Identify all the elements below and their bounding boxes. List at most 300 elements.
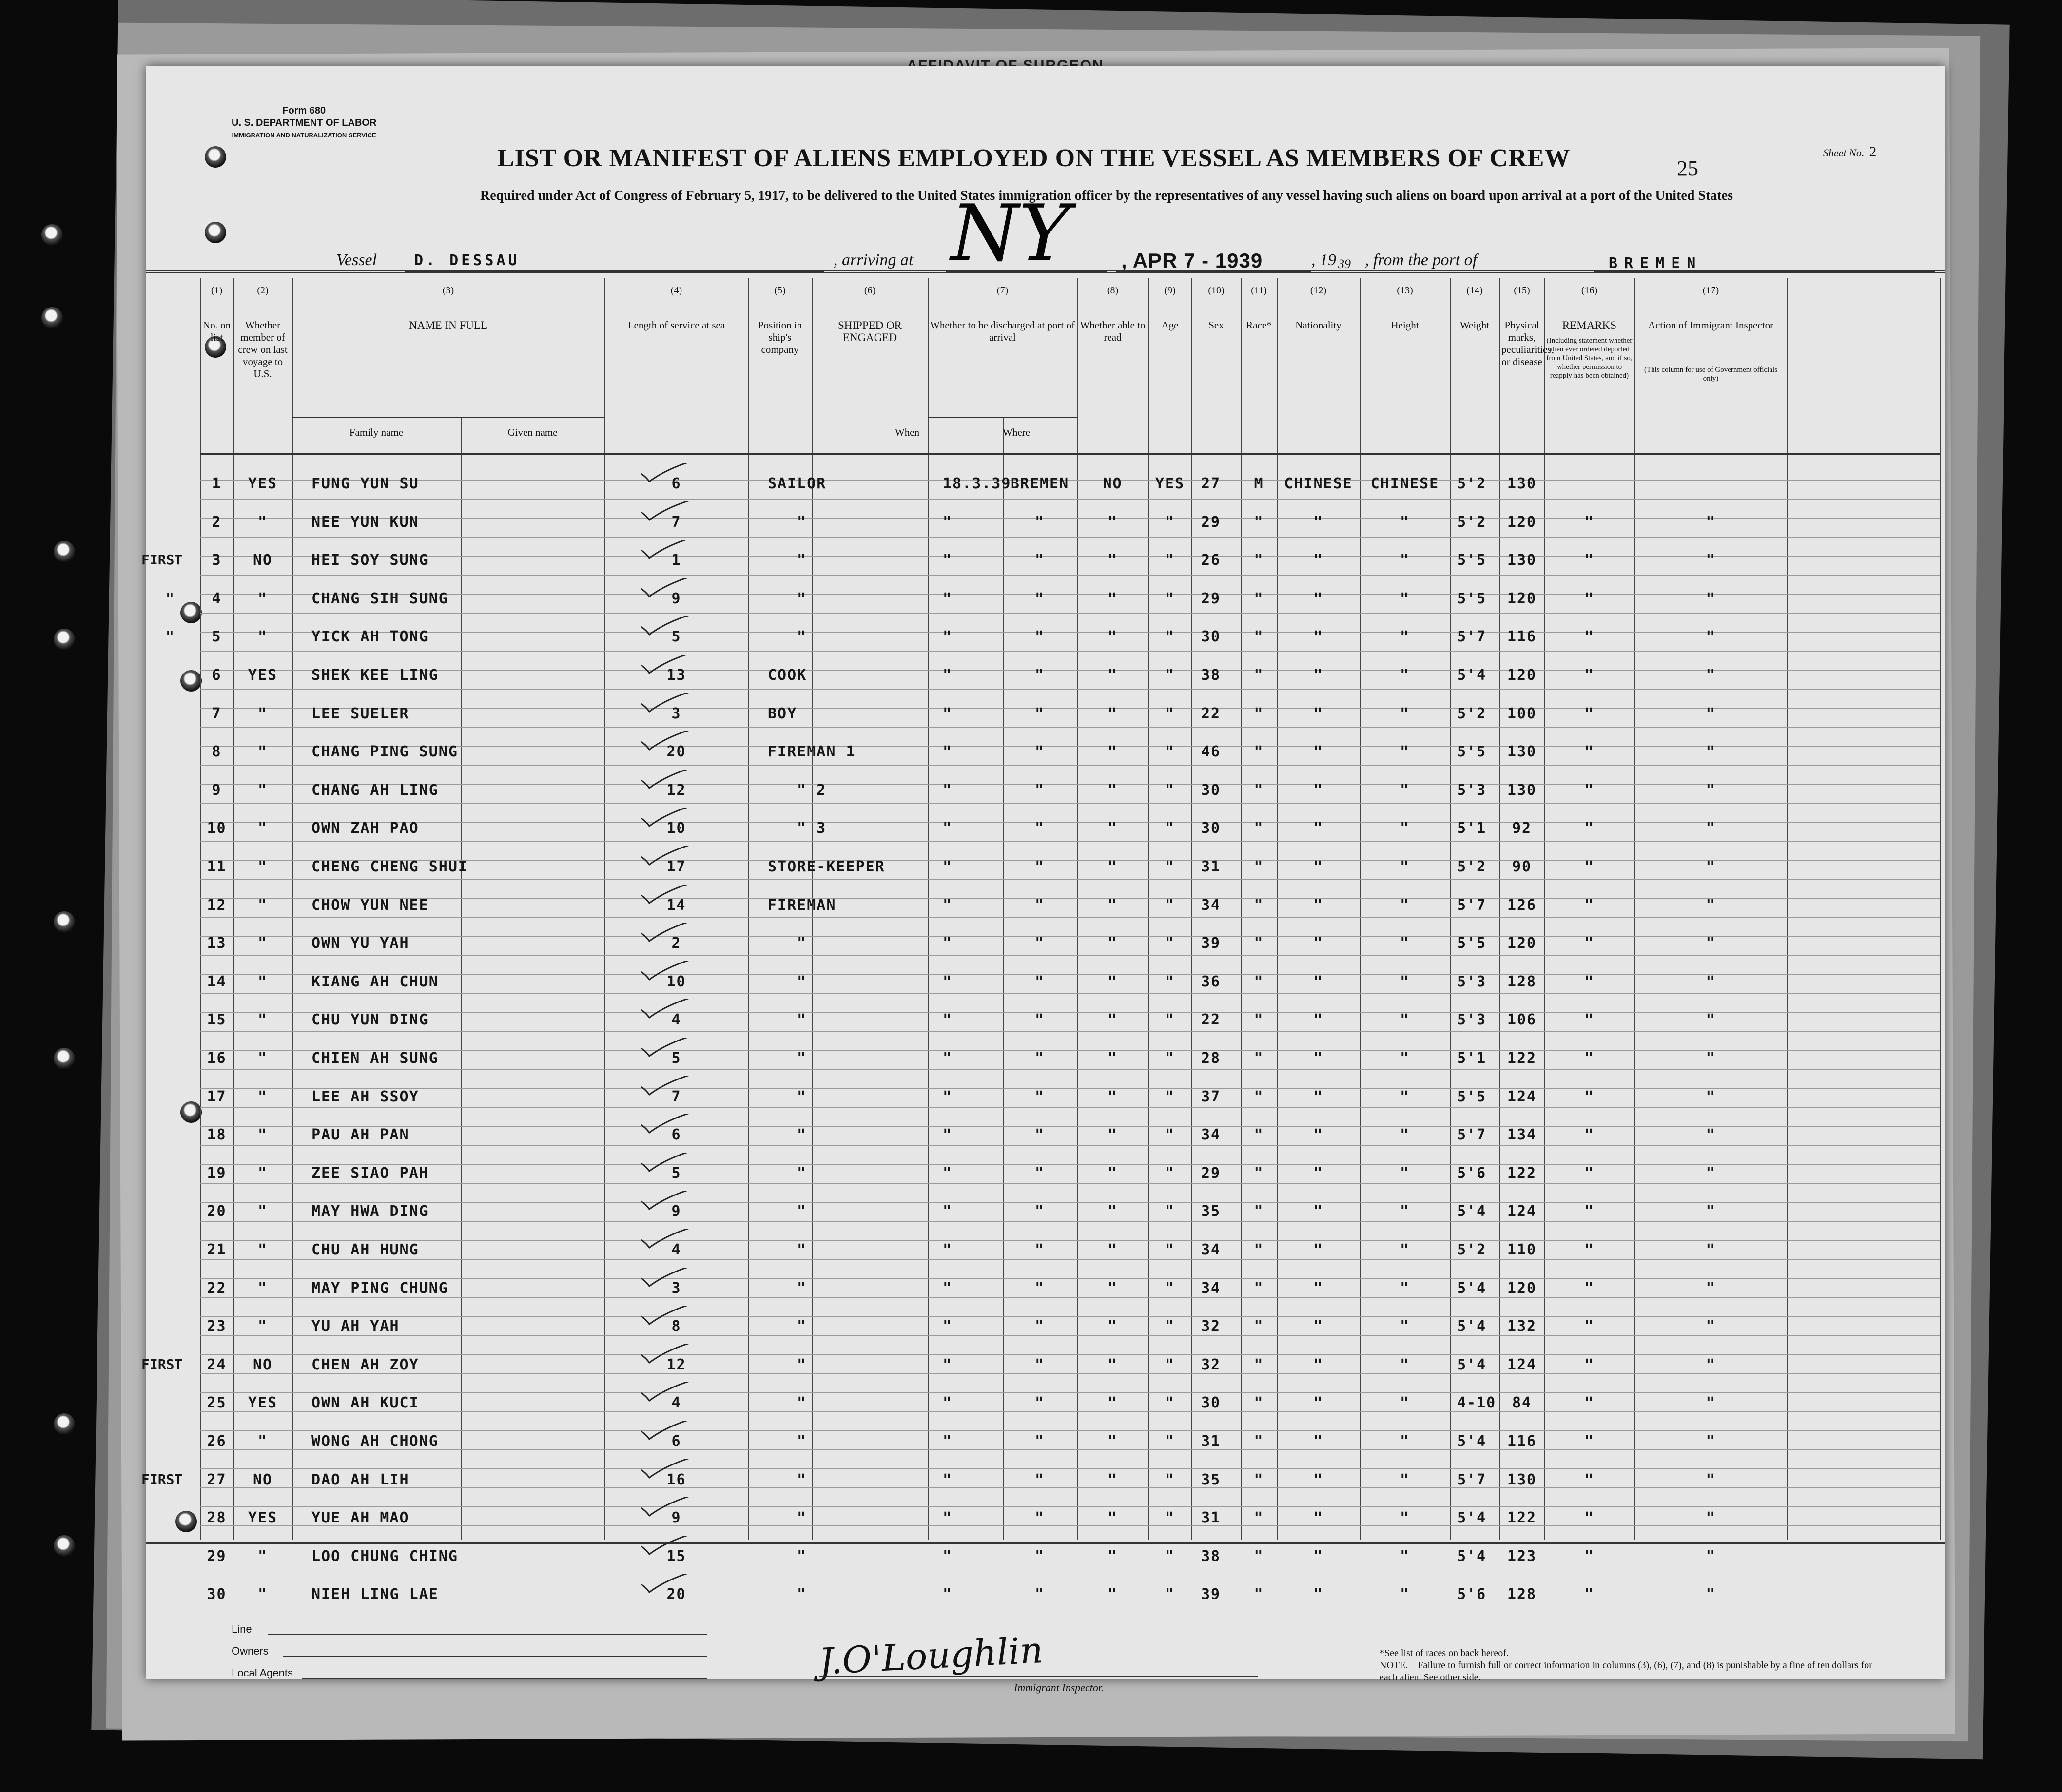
cell-marks: ": [1584, 743, 1595, 761]
cell-when: ": [943, 628, 953, 646]
cell-remarks: ": [1706, 1471, 1716, 1488]
cell-height: 5'4: [1457, 1318, 1487, 1335]
cell-read: ": [1165, 896, 1175, 914]
cell-position: ": [797, 935, 807, 952]
cell-age: 27: [1201, 475, 1221, 492]
cell-where: BREMEN: [1010, 475, 1070, 492]
column-number: (13): [1397, 285, 1413, 296]
cell-sex: ": [1254, 1318, 1264, 1335]
cell-nationality: ": [1400, 1394, 1410, 1412]
cell-discharged: ": [1108, 820, 1118, 837]
column-note: (Including statement whether alien ever ordered deported from United States, and if so, whether permission to reapply has been obtained): [1546, 337, 1633, 380]
cell-weight: 92: [1512, 820, 1532, 837]
cell-sex: ": [1254, 896, 1264, 914]
cell-when: ": [943, 552, 953, 569]
cell-no: 23: [207, 1318, 227, 1335]
cell-race: ": [1313, 1586, 1323, 1603]
cell-position: " 2: [797, 781, 827, 799]
cell-race: ": [1313, 820, 1323, 837]
cell-remarks: ": [1706, 1547, 1716, 1565]
cell-position: ": [797, 1088, 807, 1105]
cell-position: SAILOR: [768, 475, 827, 492]
cell-no: 25: [207, 1394, 227, 1412]
cell-name: LEE AH SSOY: [311, 1088, 419, 1105]
cell-discharged: ": [1108, 705, 1118, 722]
cell-read: ": [1165, 1586, 1175, 1603]
cell-sex: ": [1254, 1088, 1264, 1105]
punch-hole: [54, 1048, 75, 1069]
cell-read: ": [1165, 705, 1175, 722]
cell-sex: ": [1254, 590, 1264, 607]
column-number: (10): [1208, 285, 1225, 296]
cell-name: NEE YUN KUN: [311, 513, 419, 531]
cell-service: 1: [671, 552, 681, 569]
cell-weight: 116: [1507, 1433, 1537, 1450]
column-number: (15): [1514, 285, 1530, 296]
cell-weight: 132: [1507, 1318, 1537, 1335]
cell-race: ": [1313, 1471, 1323, 1488]
cell-discharged: ": [1108, 1164, 1118, 1182]
cell-discharged: ": [1108, 1547, 1118, 1565]
cell-age: 30: [1201, 820, 1221, 837]
cell-name: ZEE SIAO PAH: [311, 1164, 429, 1182]
column-header: Position in ship's company: [758, 319, 802, 355]
cell-marks: ": [1584, 1050, 1595, 1067]
cell-no: 9: [212, 781, 222, 799]
cell-name: CHEN AH ZOY: [311, 1356, 419, 1373]
cell-age: 26: [1201, 552, 1221, 569]
cell-marks: ": [1584, 1279, 1595, 1297]
manifest-page: [141, 66, 1945, 1694]
cell-height: 5'7: [1457, 1126, 1487, 1144]
cell-marks: ": [1584, 1586, 1595, 1603]
cell-read: ": [1165, 973, 1175, 990]
cell-sex: ": [1254, 820, 1264, 837]
cell-no: 16: [207, 1050, 227, 1067]
cell-name: HEI SOY SUNG: [311, 552, 429, 569]
cell-marks: ": [1584, 705, 1595, 722]
agents-label: Local Agents: [232, 1667, 293, 1679]
cell-age: 30: [1201, 781, 1221, 799]
cell-position: ": [797, 1126, 807, 1144]
cell-remarks: ": [1706, 628, 1716, 646]
cell-position: ": [797, 513, 807, 531]
checkmark-icon: [639, 1306, 697, 1325]
column-header: No. on list: [202, 319, 231, 343]
cell-no: 22: [207, 1279, 227, 1297]
column-header: REMARKS: [1562, 319, 1617, 331]
cell-marks: ": [1584, 513, 1595, 531]
cell-discharged: ": [1108, 1433, 1118, 1450]
required-text: Required under Act of Congress of February 5, 1917, to be delivered to the United States immigration officer by the representatives of any vessel having such aliens on board upon arrival at a port of the United States: [480, 188, 1733, 203]
punch-hole: [175, 1511, 197, 1532]
cell-name: CHANG SIH SUNG: [311, 590, 448, 607]
column-number: (6): [864, 285, 876, 296]
cell-race: ": [1313, 628, 1323, 646]
cell-name: YICK AH TONG: [311, 628, 429, 646]
cell-read: ": [1165, 1318, 1175, 1335]
cell-when: ": [943, 820, 953, 837]
cell-sex: ": [1254, 1433, 1264, 1450]
cell-service: 2: [671, 935, 681, 952]
cell-weight: 120: [1507, 667, 1537, 684]
cell-service: 3: [671, 705, 681, 722]
cell-read: ": [1165, 1433, 1175, 1450]
cell-nationality: ": [1400, 973, 1410, 990]
cell-when: ": [943, 1356, 953, 1373]
cell-race: ": [1313, 1241, 1323, 1258]
cell-remarks: ": [1706, 743, 1716, 761]
cell-height: 5'2: [1457, 858, 1487, 875]
cell-nationality: ": [1400, 858, 1410, 875]
column-number: (17): [1702, 285, 1719, 296]
cell-age: 31: [1201, 858, 1221, 875]
cell-sex: ": [1254, 1241, 1264, 1258]
cell-where: ": [1034, 1011, 1045, 1029]
cell-no: 1: [212, 475, 222, 492]
cell-sex: ": [1254, 1011, 1264, 1029]
cell-marks: ": [1584, 1394, 1595, 1412]
cell-discharged: ": [1108, 1586, 1118, 1603]
punch-hole: [205, 146, 226, 168]
punch-hole: [54, 1413, 75, 1435]
checkmark-icon: [639, 463, 697, 482]
cell-weight: 124: [1507, 1203, 1537, 1220]
cell-discharged: ": [1108, 935, 1118, 952]
cell-no: 21: [207, 1241, 227, 1258]
cell-no: 4: [212, 590, 222, 607]
cell-prior: ": [257, 1547, 268, 1565]
cell-height: 5'4: [1457, 1509, 1487, 1527]
cell-position: ": [797, 1356, 807, 1373]
cell-height: 5'7: [1457, 1471, 1487, 1488]
cell-service: 6: [671, 1126, 681, 1144]
column-header: Height: [1391, 319, 1419, 331]
cell-service: 4: [671, 1394, 681, 1412]
cell-name: OWN ZAH PAO: [311, 820, 419, 837]
checkmark-icon: [639, 770, 697, 789]
cell-read: ": [1165, 1509, 1175, 1527]
cell-discharged: ": [1108, 1318, 1118, 1335]
side-annotation: FIRST: [141, 1471, 183, 1487]
checkmark-icon: [639, 1497, 697, 1517]
cell-when: ": [943, 1433, 953, 1450]
department-label: U. S. DEPARTMENT OF LABOR: [232, 117, 377, 128]
cell-service: 5: [671, 628, 681, 646]
cell-race: ": [1313, 743, 1323, 761]
cell-remarks: ": [1706, 1241, 1716, 1258]
cell-where: ": [1034, 1433, 1045, 1450]
column-number: (11): [1251, 285, 1267, 296]
checkmark-icon: [639, 540, 697, 559]
cell-sex: ": [1254, 513, 1264, 531]
owners-label: Owners: [232, 1645, 269, 1657]
cell-sex: ": [1254, 781, 1264, 799]
cell-service: 10: [666, 973, 686, 990]
cell-discharged: ": [1108, 1356, 1118, 1373]
cell-when: ": [943, 781, 953, 799]
cell-when: ": [943, 590, 953, 607]
punch-hole: [54, 911, 75, 933]
cell-position: ": [797, 1279, 807, 1297]
cell-weight: 100: [1507, 705, 1537, 722]
cell-weight: 130: [1507, 475, 1537, 492]
cell-name: SHEK KEE LING: [311, 667, 439, 684]
cell-where: ": [1034, 1394, 1045, 1412]
checkmark-icon: [639, 1076, 697, 1096]
cell-remarks: ": [1706, 1394, 1716, 1412]
cell-when: ": [943, 1164, 953, 1182]
cell-read: ": [1165, 552, 1175, 569]
page-title: LIST OR MANIFEST OF ALIENS EMPLOYED ON THE VESSEL AS MEMBERS OF CREW: [497, 144, 1571, 172]
cell-position: FIREMAN 1: [768, 743, 856, 761]
cell-remarks: ": [1706, 1126, 1716, 1144]
cell-when: ": [943, 1203, 953, 1220]
cell-position: FIREMAN: [768, 896, 836, 914]
sub-column-header: When: [895, 426, 920, 438]
column-header: Nationality: [1295, 319, 1342, 331]
cell-age: 34: [1201, 1126, 1221, 1144]
sheet-number-block: [1823, 144, 1876, 160]
sub-column-header: Where: [1003, 426, 1030, 438]
cell-when: ": [943, 1509, 953, 1527]
cell-name: WONG AH CHONG: [311, 1433, 439, 1450]
checkmark-icon: [639, 693, 697, 713]
cell-read: ": [1165, 1547, 1175, 1565]
cell-nationality: ": [1400, 1509, 1410, 1527]
cell-marks: ": [1584, 935, 1595, 952]
cell-sex: ": [1254, 628, 1264, 646]
cell-read: YES: [1155, 475, 1185, 492]
cell-nationality: CHINESE: [1370, 475, 1440, 492]
cell-age: 31: [1201, 1509, 1221, 1527]
cell-height: 5'7: [1457, 896, 1487, 914]
cell-height: 5'4: [1457, 1203, 1487, 1220]
cell-service: 12: [666, 781, 686, 799]
cell-service: 5: [671, 1164, 681, 1182]
cell-nationality: ": [1400, 1279, 1410, 1297]
cell-name: LEE SUELER: [311, 705, 409, 722]
cell-remarks: ": [1706, 1586, 1716, 1603]
cell-discharged: ": [1108, 1203, 1118, 1220]
cell-age: 36: [1201, 973, 1221, 990]
cell-when: ": [943, 1318, 953, 1335]
year-label: , 19: [1311, 251, 1336, 269]
cell-where: ": [1034, 1471, 1045, 1488]
cell-discharged: ": [1108, 1011, 1118, 1029]
cell-nationality: ": [1400, 1088, 1410, 1105]
cell-where: ": [1034, 1279, 1045, 1297]
cell-discharged: ": [1108, 552, 1118, 569]
cell-race: ": [1313, 1050, 1323, 1067]
cell-age: 22: [1201, 705, 1221, 722]
cell-nationality: ": [1400, 1241, 1410, 1258]
cell-height: 5'6: [1457, 1586, 1487, 1603]
cell-sex: ": [1254, 1547, 1264, 1565]
column-number: (12): [1310, 285, 1327, 296]
cell-read: ": [1165, 1241, 1175, 1258]
cell-no: 3: [212, 552, 222, 569]
cell-marks: ": [1584, 1088, 1595, 1105]
cell-weight: 128: [1507, 1586, 1537, 1603]
cell-weight: 120: [1507, 513, 1537, 531]
cell-position: " 3: [797, 820, 827, 837]
cell-position: ": [797, 552, 807, 569]
cell-height: 5'5: [1457, 590, 1487, 607]
cell-height: 5'5: [1457, 935, 1487, 952]
cell-remarks: ": [1706, 1279, 1716, 1297]
cell-service: 5: [671, 1050, 681, 1067]
cell-remarks: ": [1706, 1318, 1716, 1335]
column-header: Whether member of crew on last voyage to U.S.: [238, 319, 288, 380]
cell-race: CHINESE: [1284, 475, 1353, 492]
cell-weight: 122: [1507, 1050, 1537, 1067]
cell-remarks: ": [1706, 858, 1716, 875]
cell-discharged: ": [1108, 858, 1118, 875]
sub-column-header: Given name: [507, 426, 558, 438]
cell-height: 5'3: [1457, 973, 1487, 990]
cell-no: 28: [207, 1509, 227, 1527]
cell-service: 15: [666, 1547, 686, 1565]
cell-where: ": [1034, 1241, 1045, 1258]
cell-race: ": [1313, 858, 1323, 875]
cell-no: 20: [207, 1203, 227, 1220]
cell-read: ": [1165, 858, 1175, 875]
column-header: Whether to be discharged at port of arrival: [930, 319, 1075, 343]
cell-where: ": [1034, 667, 1045, 684]
cell-when: ": [943, 973, 953, 990]
column-header: Race*: [1246, 319, 1272, 331]
cell-remarks: ": [1706, 1356, 1716, 1373]
cell-when: ": [943, 667, 953, 684]
cell-marks: ": [1584, 1433, 1595, 1450]
checkmark-icon: [639, 616, 697, 636]
cell-when: ": [943, 1279, 953, 1297]
checkmark-icon: [639, 1153, 697, 1172]
cell-position: ": [797, 1050, 807, 1067]
cell-weight: 122: [1507, 1164, 1537, 1182]
cell-prior: ": [257, 1586, 268, 1603]
cell-service: 8: [671, 1318, 681, 1335]
service-label: IMMIGRATION AND NATURALIZATION SERVICE: [232, 132, 376, 139]
cell-remarks: ": [1706, 896, 1716, 914]
cell-age: 35: [1201, 1203, 1221, 1220]
cell-discharged: ": [1108, 1509, 1118, 1527]
cell-prior: NO: [253, 1356, 273, 1373]
cell-where: ": [1034, 1586, 1045, 1603]
cell-marks: ": [1584, 820, 1595, 837]
cell-prior: ": [257, 1318, 268, 1335]
from-port: BREMEN: [1609, 255, 1703, 272]
cell-no: 12: [207, 896, 227, 914]
checkmark-icon: [639, 1191, 697, 1210]
cell-age: 38: [1201, 1547, 1221, 1565]
cell-when: ": [943, 1088, 953, 1105]
cell-prior: YES: [248, 475, 278, 492]
cell-service: 9: [671, 1203, 681, 1220]
cell-position: BOY: [768, 705, 798, 722]
checkmark-icon: [639, 923, 697, 942]
cell-where: ": [1034, 935, 1045, 952]
cell-marks: ": [1584, 1356, 1595, 1373]
cell-nationality: ": [1400, 1586, 1410, 1603]
cell-when: 18.3.39: [943, 475, 1012, 492]
cell-age: 28: [1201, 1050, 1221, 1067]
checkmark-icon: [639, 961, 697, 981]
cell-where: ": [1034, 1126, 1045, 1144]
from-port-label: , from the port of: [1365, 251, 1478, 269]
cell-where: ": [1034, 1547, 1045, 1565]
form-number-block: [232, 105, 376, 141]
cell-remarks: ": [1706, 590, 1716, 607]
cell-remarks: ": [1706, 820, 1716, 837]
cell-height: 5'4: [1457, 667, 1487, 684]
cell-height: 5'4: [1457, 1356, 1487, 1373]
cell-read: ": [1165, 1471, 1175, 1488]
cell-prior: ": [257, 1203, 268, 1220]
cell-marks: ": [1584, 628, 1595, 646]
cell-nationality: ": [1400, 1164, 1410, 1182]
side-annotation: FIRST: [141, 1356, 183, 1372]
cell-position: ": [797, 628, 807, 646]
cell-service: 7: [671, 1088, 681, 1105]
cell-sex: ": [1254, 1164, 1264, 1182]
cell-nationality: ": [1400, 1318, 1410, 1335]
cell-remarks: ": [1706, 1050, 1716, 1067]
cell-where: ": [1034, 743, 1045, 761]
column-number: (7): [996, 285, 1009, 296]
cell-marks: ": [1584, 552, 1595, 569]
cell-read: ": [1165, 1394, 1175, 1412]
cell-no: 14: [207, 973, 227, 990]
cell-discharged: ": [1108, 1126, 1118, 1144]
cell-weight: 84: [1512, 1394, 1532, 1412]
cell-height: 5'5: [1457, 1088, 1487, 1105]
cell-no: 7: [212, 705, 222, 722]
cell-name: CHENG CHENG SHUI: [311, 858, 468, 875]
punch-hole: [180, 1101, 202, 1123]
cell-service: 9: [671, 590, 681, 607]
cell-age: 22: [1201, 1011, 1221, 1029]
cell-weight: 122: [1507, 1509, 1537, 1527]
checkmark-icon: [639, 1114, 697, 1134]
cell-where: ": [1034, 781, 1045, 799]
cell-race: ": [1313, 1279, 1323, 1297]
cell-no: 24: [207, 1356, 227, 1373]
cell-race: ": [1313, 1126, 1323, 1144]
year-value: 39: [1338, 257, 1351, 271]
cell-weight: 128: [1507, 973, 1537, 990]
cell-when: ": [943, 705, 953, 722]
cell-marks: ": [1584, 1471, 1595, 1488]
cell-marks: ": [1584, 667, 1595, 684]
cell-race: ": [1313, 590, 1323, 607]
cell-nationality: ": [1400, 628, 1410, 646]
cell-height: 5'4: [1457, 1433, 1487, 1450]
cell-height: 5'4: [1457, 1279, 1487, 1297]
punch-hole: [54, 541, 75, 562]
cell-remarks: ": [1706, 552, 1716, 569]
cell-no: 26: [207, 1433, 227, 1450]
cell-sex: ": [1254, 1509, 1264, 1527]
cell-age: 32: [1201, 1318, 1221, 1335]
cell-discharged: ": [1108, 781, 1118, 799]
punch-hole: [205, 222, 226, 243]
cell-no: 5: [212, 628, 222, 646]
cell-remarks: ": [1706, 935, 1716, 952]
cell-service: 4: [671, 1241, 681, 1258]
cell-age: 46: [1201, 743, 1221, 761]
